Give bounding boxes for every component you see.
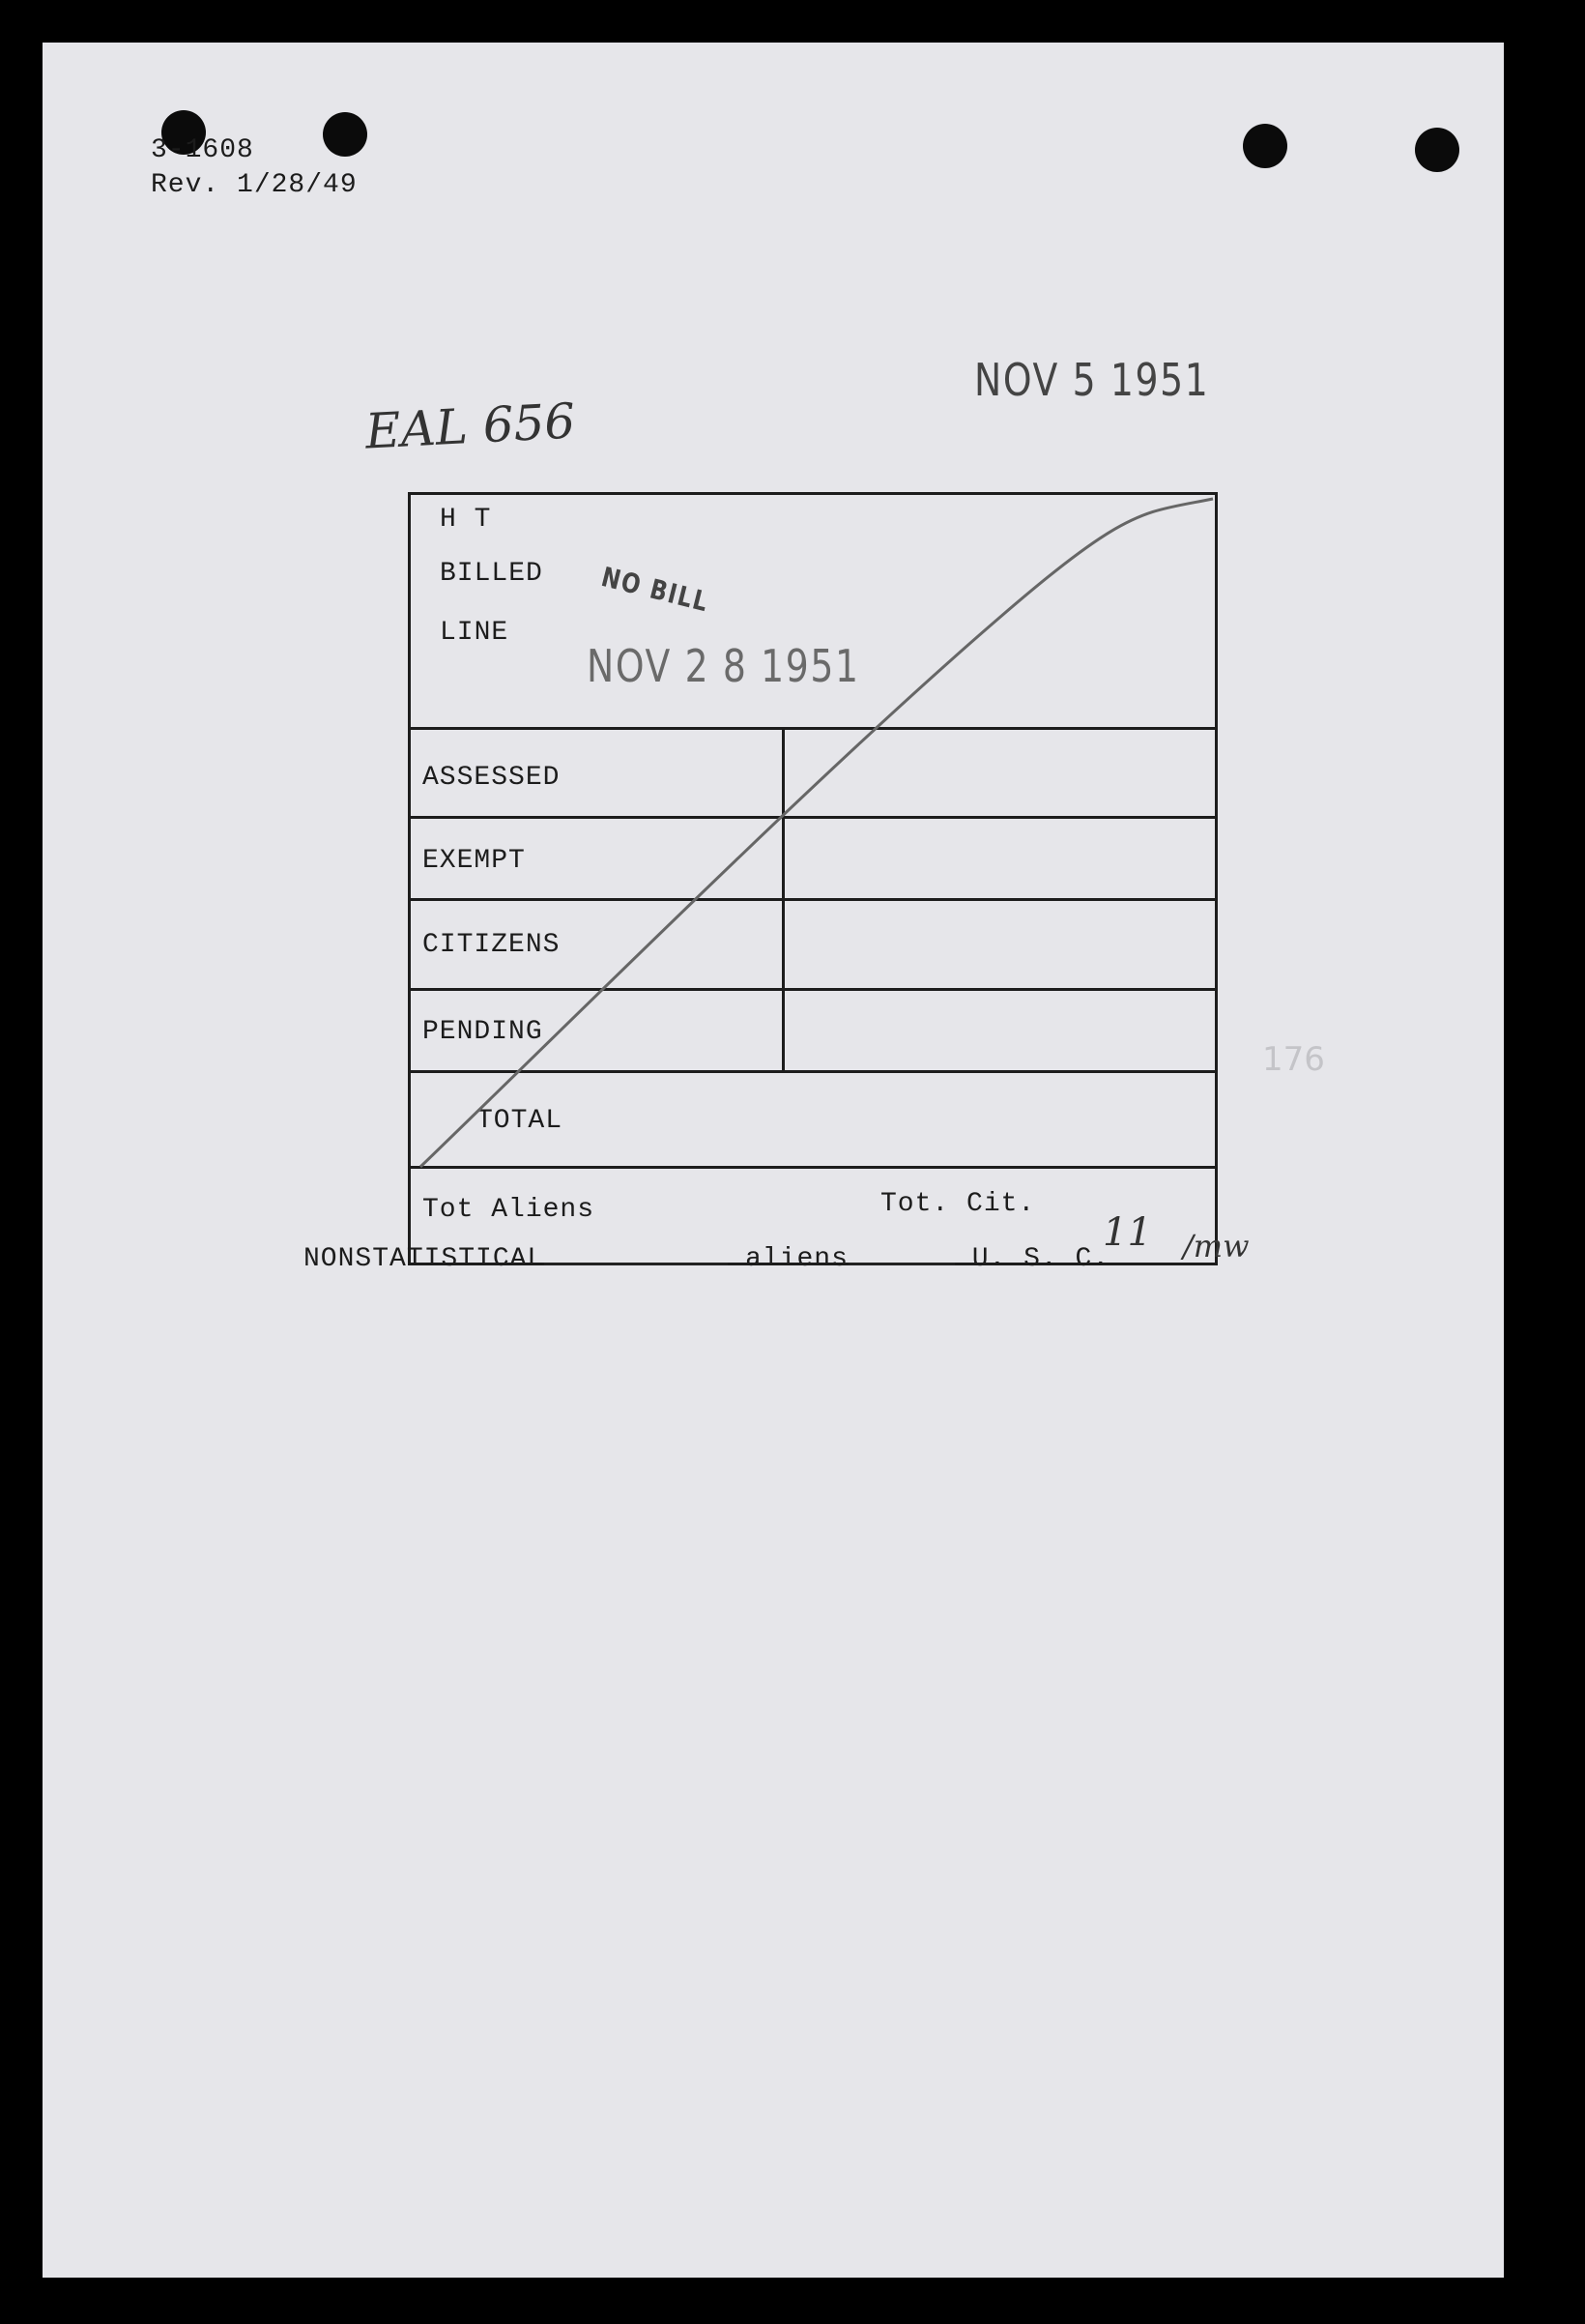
nonstatistical-blank [544, 1237, 728, 1265]
form-number: 3-1608 [151, 135, 254, 165]
pencil-strike-line [411, 495, 1215, 1264]
no-bill-stamp: NO BILL [598, 561, 713, 619]
billed-label: BILLED [440, 559, 543, 589]
initials-handwriting: /mw [1183, 1228, 1250, 1264]
aliens-label: aliens [745, 1244, 849, 1274]
form-table [408, 492, 1218, 1265]
tot-aliens-label: Tot Aliens [422, 1195, 595, 1225]
file-code-handwriting: EAL 656 [363, 392, 577, 460]
tot-cit-label: Tot. Cit. [880, 1189, 1036, 1219]
aliens-blank [849, 1237, 955, 1265]
pending-label: PENDING [422, 1017, 543, 1047]
punch-hole [1415, 128, 1459, 172]
received-date-stamp: NOV 5 1951 [974, 354, 1210, 406]
citizens-label: CITIZENS [422, 930, 561, 960]
form-revision: Rev. 1/28/49 [151, 170, 358, 200]
nonstatistical-line [303, 1237, 1110, 1274]
processed-date-stamp: NOV 2 8 1951 [587, 640, 860, 692]
usc-label: U. S. C. [971, 1244, 1110, 1274]
punch-hole [323, 112, 367, 157]
total-label: TOTAL [476, 1106, 563, 1136]
exempt-label: EXEMPT [422, 846, 526, 876]
nonstatistical-label: NONSTATISTICAL [303, 1244, 545, 1274]
margin-number: 176 [1262, 1040, 1325, 1079]
ht-label: H T [440, 505, 492, 535]
line-label: LINE [440, 618, 509, 648]
tot-cit-count: 11 [1103, 1210, 1152, 1255]
assessed-label: ASSESSED [422, 763, 561, 793]
document-page [43, 43, 1504, 2278]
punch-hole [1243, 124, 1287, 168]
